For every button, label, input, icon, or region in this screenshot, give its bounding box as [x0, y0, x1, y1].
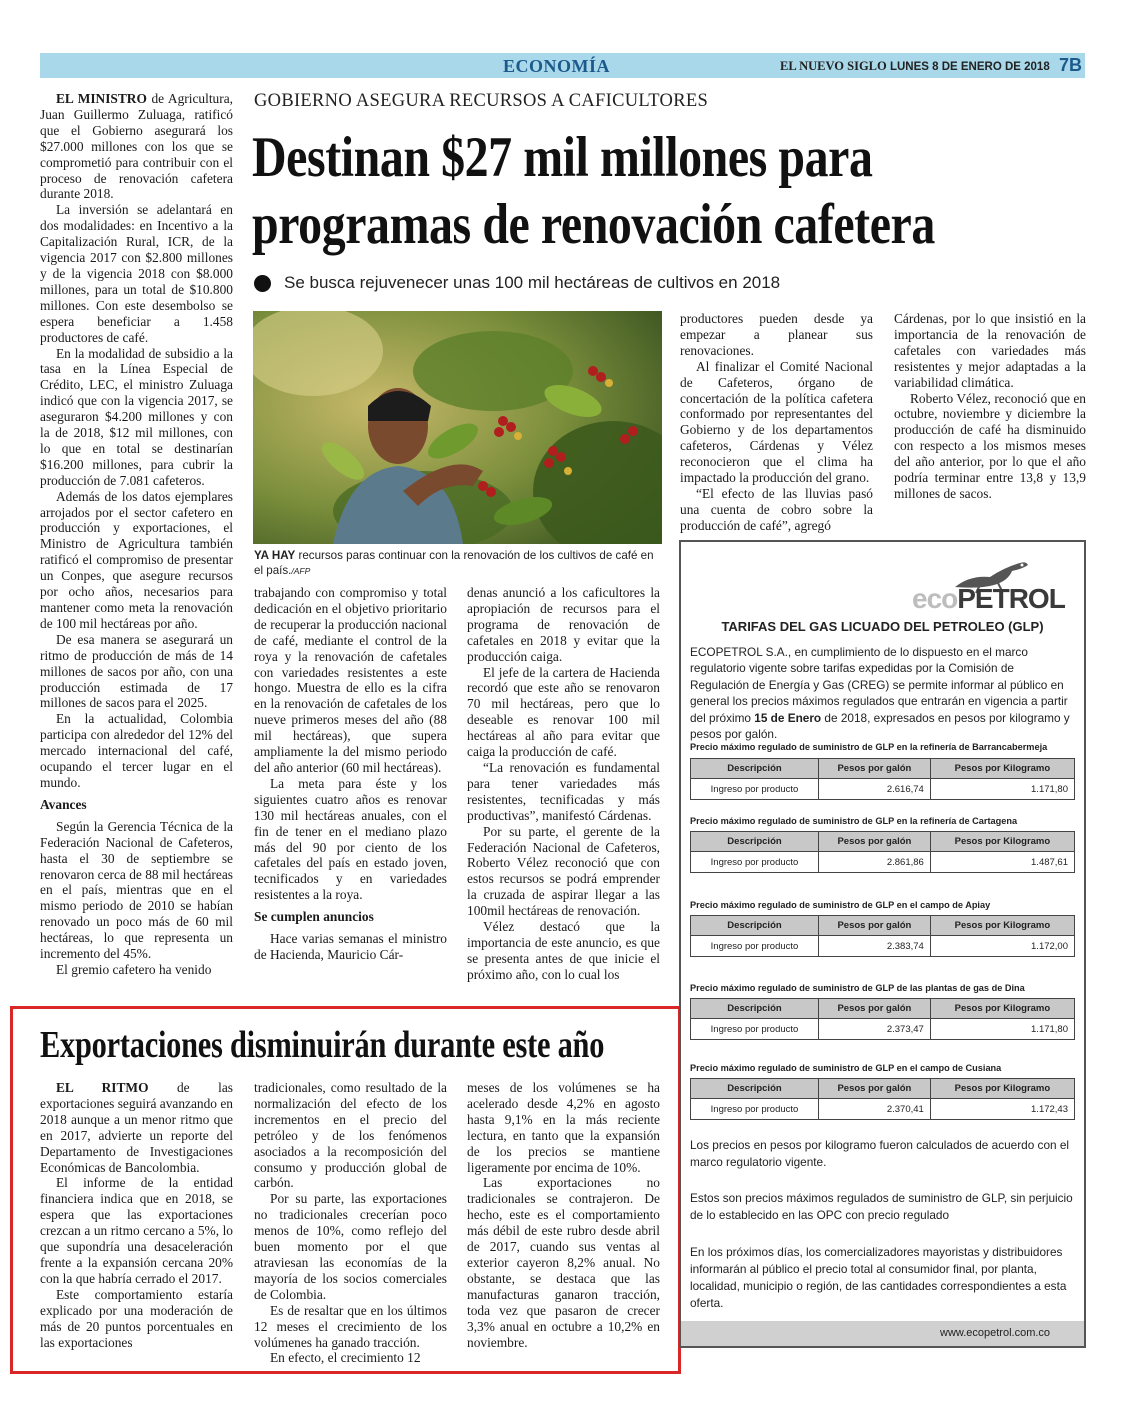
table-caption: Precio máximo regulado de suministro de GLP en el campo de Cusiana	[690, 1063, 1002, 1073]
paragraph: En la modalidad de subsidio a la tasa en la Línea Especial de Crédito, LEC, el ministro Zuluaga indicó que con la vigencia 2017, se aseguraron $4.200 millones y con la de 2018, $12 mil millones, con lo que en total se destinarían $16.200 millones, para cubrir la producción de 7.081 cafeteros.	[40, 345, 233, 488]
paper-date	[780, 59, 1050, 74]
price-table	[690, 915, 1075, 957]
paragraph: La meta para éste y los siguientes cuatro años es renovar 130 mil hectáreas anuales, con el fin de tener en el mediano plazo más del 90 por ciento de los cafetales del país en estado joven, tecnificados y en variedades resistentes a la roya.	[254, 775, 447, 903]
price-table	[690, 1078, 1075, 1120]
column-header: Pesos por Kilogramo	[930, 999, 1074, 1019]
paragraph: meses de los volúmenes se ha acelerado desde 4,2% en agosto hasta 9,1% en la más reciente lectura, en tanto que la expansión de los precios se mantiene ligeramente por encima de 10%.	[467, 1080, 660, 1175]
paragraph: Este comportamiento estaría explicado por una moderación de más de 20 puntos porcentuales en las exportaciones	[40, 1286, 233, 1350]
ad-note: En los próximos días, los comercializadores mayoristas y distribuidores informarán al público el precio total al consumidor final, por planta, localidad, municipio o región, de las cantidades correspondientes a esta oferta.	[690, 1245, 1067, 1310]
column-header: Descripción	[691, 999, 819, 1019]
row-label: Ingreso por producto	[691, 1099, 819, 1120]
column-header: Pesos por Kilogramo	[930, 832, 1074, 852]
table-row	[691, 779, 1075, 800]
table-row	[691, 1019, 1075, 1040]
page-number: 7B	[1059, 55, 1083, 75]
paragraph: Hace varias semanas el ministro de Hacienda, Mauricio Cár-	[254, 931, 447, 962]
row-label: Ingreso por producto	[691, 1019, 819, 1040]
column-header: Pesos por galón	[819, 832, 931, 852]
column-header: Pesos por Kilogramo	[930, 916, 1074, 936]
article-deck	[254, 273, 780, 293]
paragraph: “La renovación es fundamental para tener variedades más resistentes, tecnificadas y más productivas”, manifestó Cárdenas.	[467, 759, 660, 823]
paragraph: Según la Gerencia Técnica de la Federación Nacional de Cafeteros, hasta el 30 de septiembre se renovaron cerca de 88 mil hectáreas en el país, mientras que en el mismo periodo de 2010 se habían renovado un poco más de 60 mil hectáreas, lo que representa un incremento del 45%.	[40, 818, 233, 962]
photo-illustration	[253, 311, 662, 544]
exports-column-1	[40, 1080, 233, 1350]
table-caption: Precio máximo regulado de suministro de GLP en la refinería de Cartagena	[690, 816, 1018, 826]
price-per-gallon: 2.861,86	[819, 852, 931, 873]
lead-in: EL RITMO	[56, 1080, 149, 1095]
paragraph: Además de los datos ejemplares arrojados por el sector cafetero en producción y exportaciones, el Ministro de Agricultura también ratificó el compromiso de presentar un Conpes, que asegure recursos por ocho años, necesarios para mantener como meta la renovación de 100 mil hectáreas por año.	[40, 488, 233, 631]
column-header: Descripción	[691, 1079, 819, 1099]
deck-text: Se busca rejuvenecer unas 100 mil hectáreas de cultivos en 2018	[284, 273, 781, 292]
column-header: Pesos por galón	[819, 759, 931, 779]
logo-suffix: PETROL	[957, 583, 1065, 614]
row-label: Ingreso por producto	[691, 779, 819, 800]
paragraph: En la actualidad, Colombia participa con alrededor del 12% del mercado internacional del café, ocupando el tercer lugar en el mundo.	[40, 711, 233, 790]
photo-caption	[254, 549, 662, 578]
column-header: Pesos por galón	[819, 999, 931, 1019]
paper-name: EL NUEVO SIGLO	[780, 59, 887, 73]
row-label: Ingreso por producto	[691, 852, 819, 873]
intro-text: de 2018, expresados en pesos por kilogramo y pesos por galón.	[690, 710, 1070, 742]
article-headline	[252, 124, 941, 258]
ad-note: Estos son precios máximos regulados de suministro de GLP, sin perjuicio de lo establecido en las OPC con precio regulado	[690, 1191, 1073, 1222]
lead-in: EL MINISTRO	[56, 91, 147, 106]
article-column-1	[40, 91, 233, 978]
subheading: Se cumplen anuncios	[254, 909, 374, 925]
ad-title: TARIFAS DEL GAS LICUADO DEL PETROLEO (GLP)	[721, 619, 1044, 634]
paragraph-text: de Agricultura, Juan Guillermo Zuluaga, ratificó que el Gobierno asegurará los $27.000 millones con los que se comprometió para contribuir con el proceso de renovación cafetera durante 2018.	[40, 91, 233, 202]
table-caption: Precio máximo regulado de suministro de GLP de las plantas de gas de Dina	[690, 983, 1025, 993]
table-row	[691, 936, 1075, 957]
article-kicker: GOBIERNO ASEGURA RECURSOS A CAFICULTORES	[254, 91, 709, 111]
price-per-gallon: 2.373,47	[819, 1019, 931, 1040]
price-per-gallon: 2.616,74	[819, 779, 931, 800]
caption-text: recursos paras continuar con la renovación de los cultivos de café en el país.	[254, 549, 654, 577]
caption-lead: YA HAY	[254, 549, 296, 562]
paragraph: El jefe de la cartera de Hacienda recordó que este año se renovaron 70 mil hectáreas, pero que lo deseable es renovar 100 mil hectáreas al año para evitar que caiga la producción de café.	[467, 664, 660, 760]
table-caption: Precio máximo regulado de suministro de GLP en el campo de Apiay	[690, 900, 991, 910]
paragraph: Es de resaltar que en los últimos 12 meses el crecimiento de los volúmenes ha ganado tracción.	[254, 1302, 447, 1350]
exports-headline: Exportaciones disminuirán durante este año	[40, 1024, 605, 1066]
intro-text: ECOPETROL S.A., en cumplimiento de lo dispuesto en el marco regulatorio vigente sobre tarifas expedidas por la Comisión de Regulación de Energía y Gas (CREG) se permite informar al público en general los precios máximos regulados que entrarán en vigencia a partir del próximo	[690, 645, 1068, 725]
paragraph: De esa manera se asegurará un ritmo de producción de más de 14 millones de sacos por año, con una producción estimada de 17 millones de sacos para el 2025.	[40, 631, 233, 711]
table-caption: Precio máximo regulado de suministro de GLP en la refinería de Barrancabermeja	[690, 742, 1048, 752]
price-table	[690, 758, 1075, 800]
row-label: Ingreso por producto	[691, 936, 819, 957]
column-header: Pesos por Kilogramo	[930, 1079, 1074, 1099]
article-column-2	[254, 585, 447, 963]
coffee-harvest-photo	[253, 311, 662, 544]
price-per-kilogram: 1.487,61	[930, 852, 1074, 873]
headline-line-2: programas de renovación cafetera	[252, 193, 935, 256]
paragraph: Al finalizar el Comité Nacional de Cafeteros, órgano de concertación de la política cafetera conformado por representantes del Gobierno y de los departamentos cafeteros, Cárdenas y Vélez reconocieron que el clima ha impactado la producción del grano.	[680, 358, 873, 486]
paragraph: tradicionales, como resultado de la normalización del efecto de los incrementos en el precio del petróleo y de los fenómenos asociados a la recomposición del consumo y producción global de carbón.	[254, 1080, 447, 1191]
column-header: Descripción	[691, 916, 819, 936]
paragraph-text: de las exportaciones seguirá avanzando en 2018 aunque a un menor ritmo que en 2017, advierte un reporte del Departamento de Investigaciones Económicas de Bancolombia.	[40, 1080, 233, 1175]
ad-note: Los precios en pesos por kilogramo fueron calculados de acuerdo con el marco regulatorio vigente.	[690, 1138, 1070, 1169]
paragraph: La inversión se adelantará en dos modalidades: en Incentivo a la Capitalización Rural, ICR, de la vigencia 2017 con $2.800 millones y de la vigencia 2018 con $8.000 millones, para un total de $10.800 millones. Con este desembolso se espera beneficiar a 1.458 productores de café.	[40, 202, 233, 345]
column-header: Descripción	[691, 759, 819, 779]
paragraph: “El efecto de las lluvias pasó una cuenta de cobro sobre la producción de café”, agregó	[680, 485, 873, 533]
paragraph: Las exportaciones no tradicionales se contrajeron. De hecho, este es el comportamiento más débil de este rubro desde abril de 2017, cuando sus ventas al exterior cayeron 8,2% anual. No obstante, se destaca que las manufacturas ganaron tracción, toda vez que pasaron de crecer 3,3% anual en octubre a 10,2% en noviembre.	[467, 1175, 660, 1350]
issue-date: LUNES 8 DE ENERO DE 2018	[889, 61, 1050, 73]
section-name: ECONOMÍA	[503, 56, 610, 76]
bullet-icon	[254, 275, 271, 292]
logo-prefix: eco	[912, 583, 958, 614]
table-row	[691, 1099, 1075, 1120]
paragraph	[40, 91, 233, 202]
paragraph: productores pueden desde ya empezar a planear sus renovaciones.	[680, 311, 873, 358]
column-header: Descripción	[691, 832, 819, 852]
paragraph: Cárdenas, por lo que insistió en la importancia de la renovación de cafetales con variedades más resistentes y mejor adaptadas a la variabilidad climática.	[894, 311, 1086, 390]
paragraph: En efecto, el crecimiento 12	[270, 1350, 421, 1366]
article-column-5	[894, 311, 1086, 502]
exports-column-2	[254, 1080, 447, 1366]
ecopetrol-logo	[912, 583, 1065, 615]
paragraph: Por su parte, las exportaciones no tradicionales crecerían poco menos de 10%, como reflejo del buen momento por el que atraviesan las economías de la mayoría de los socios comerciales de Colombia.	[254, 1191, 447, 1302]
paragraph	[40, 1080, 233, 1175]
column-header: Pesos por galón	[819, 1079, 931, 1099]
ad-intro	[690, 644, 1076, 742]
paragraph: El gremio cafetero ha venido	[56, 961, 212, 977]
paragraph: Vélez destacó que la importancia de este anuncio, es que se presenta antes de que inicie el próximo año, con lo cual los	[467, 919, 660, 982]
photo-credit: /AFP	[291, 565, 311, 576]
paragraph: Roberto Vélez, reconoció que en octubre, noviembre y diciembre la producción de café ha disminuido con respecto a los mismos meses del año anterior, por lo que el año podría terminar entre 13,8 y 13,9 millones de sacos.	[894, 390, 1086, 501]
price-per-kilogram: 1.171,80	[930, 1019, 1074, 1040]
intro-date: 15 de Enero	[754, 710, 822, 725]
exports-column-3	[467, 1080, 660, 1350]
price-per-kilogram: 1.172,43	[930, 1099, 1074, 1120]
headline-line-1: Destinan $27 mil millones para	[252, 126, 873, 189]
price-per-kilogram: 1.172,00	[930, 936, 1074, 957]
subheading: Avances	[40, 796, 87, 812]
article-column-4	[680, 311, 873, 534]
column-header: Pesos por galón	[819, 916, 931, 936]
price-per-kilogram: 1.171,80	[930, 779, 1074, 800]
column-header: Pesos por Kilogramo	[930, 759, 1074, 779]
price-per-gallon: 2.370,41	[819, 1099, 931, 1120]
price-table	[690, 831, 1075, 873]
article-column-3	[467, 585, 660, 983]
ad-url[interactable]: www.ecopetrol.com.co	[940, 1327, 1051, 1339]
price-table	[690, 998, 1075, 1040]
table-row	[691, 852, 1075, 873]
paragraph: Por su parte, el gerente de la Federación Nacional de Cafeteros, Roberto Vélez reconoció que con estos recursos se podrá emprender la cruzada de aspirar llegar a las 100mil hectáreas de renovación.	[467, 823, 660, 919]
paragraph: El informe de la entidad financiera indica que en 2018, se espera que las exportaciones crezcan a un ritmo cercano a 5%, lo que supondría una desaceleración frente a la expansión cercana 20% con la que habría cerrado el 2017.	[40, 1175, 233, 1286]
paragraph: trabajando con compromiso y total dedicación en el objetivo prioritario de recuperar la producción nacional de café, mediante el control de la roya y la renovación de cafetales con variedades resistentes a este hongo. Muestra de ello es la cifra en la renovación de cafetales de los nueve primeros meses del año (88 mil hectáreas), que supera ampliamente la del mismo periodo del año anterior (60 mil hectáreas).	[254, 585, 447, 775]
paragraph: denas anunció a los caficultores la apropiación de recursos para el programa de renovación de cafetales en 2018 y evitar que la producción caiga.	[467, 585, 660, 664]
price-per-gallon: 2.383,74	[819, 936, 931, 957]
